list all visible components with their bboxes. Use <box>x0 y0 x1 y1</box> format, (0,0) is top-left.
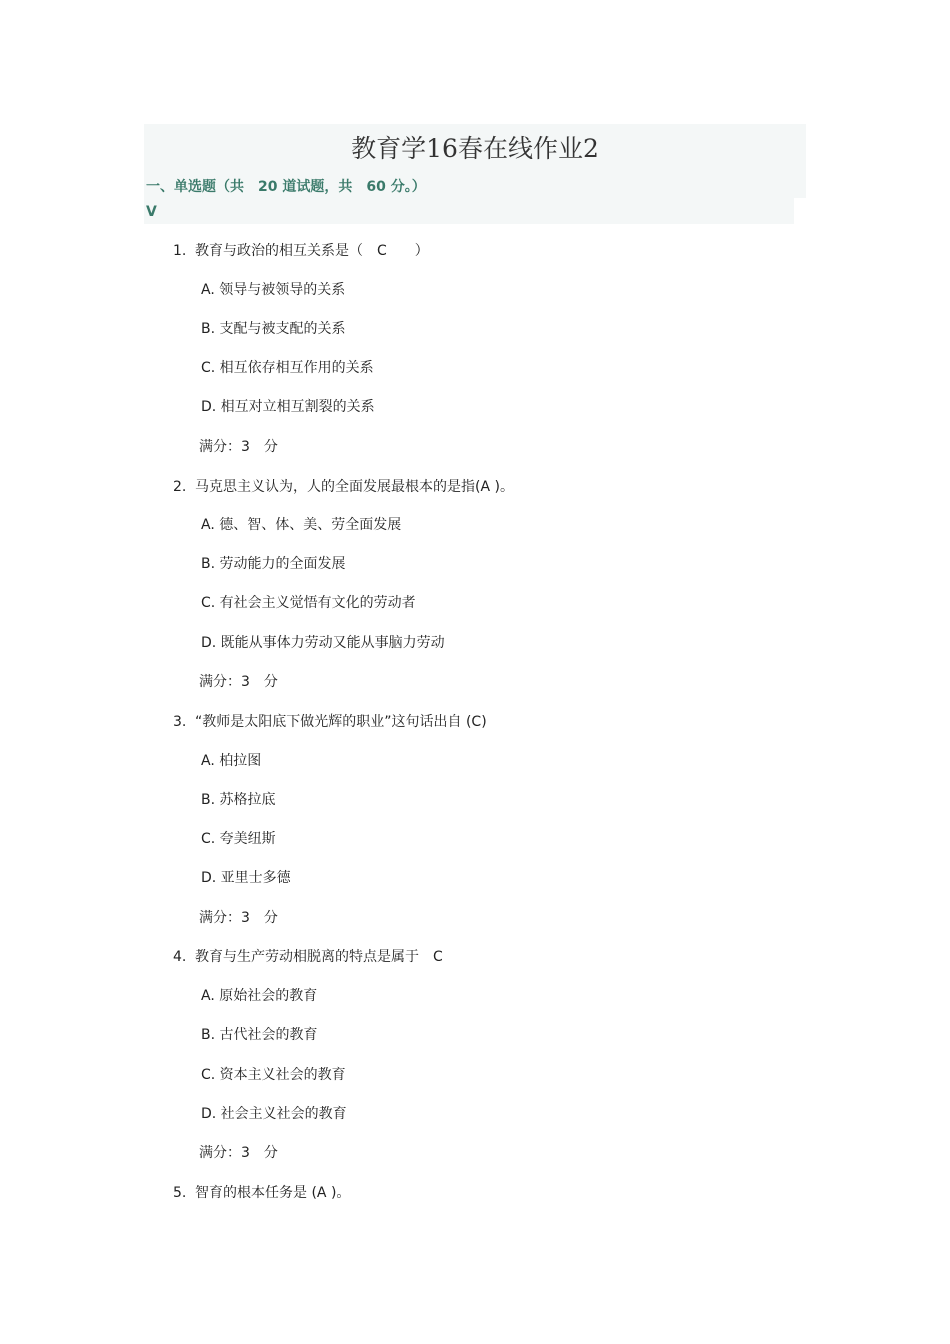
question-text: “教师是太阳底下做光辉的职业”这句话出自 (C) <box>195 714 487 730</box>
question-score: 满分：3 分 <box>199 1145 278 1161</box>
question-number: 5. <box>173 1185 187 1201</box>
option-d[interactable]: D. 既能从事体力劳动又能从事脑力劳动 <box>201 635 445 651</box>
option-a[interactable]: A. 柏拉图 <box>201 753 262 769</box>
question-number: 2. <box>173 479 187 495</box>
option-a[interactable]: A. 德、智、体、美、劳全面发展 <box>201 517 402 533</box>
question-stem <box>173 1183 350 1203</box>
option-d[interactable]: D. 相互对立相互割裂的关系 <box>201 399 375 415</box>
option-a[interactable]: A. 原始社会的教育 <box>201 988 318 1004</box>
question-number: 1. <box>173 243 187 259</box>
question-score: 满分：3 分 <box>199 674 278 690</box>
section-heading: 一、单选题（共 20 道试题，共 60 分。） <box>146 179 426 195</box>
question-stem <box>173 241 429 261</box>
option-b[interactable]: B. 苏格拉底 <box>201 792 276 808</box>
question-text: 马克思主义认为，人的全面发展最根本的是指(A )。 <box>195 479 514 495</box>
question-text: 教育与生产劳动相脱离的特点是属于 C <box>195 949 443 965</box>
option-c[interactable]: C. 资本主义社会的教育 <box>201 1067 346 1083</box>
section-mark: V <box>146 204 157 220</box>
question-text: 智育的根本任务是 (A )。 <box>195 1185 351 1201</box>
option-d[interactable]: D. 社会主义社会的教育 <box>201 1106 347 1122</box>
question-stem <box>173 947 443 967</box>
question-number: 3. <box>173 714 187 730</box>
option-d[interactable]: D. 亚里士多德 <box>201 870 291 886</box>
document-title: 教育学16春在线作业2 <box>351 134 599 163</box>
section-banner <box>144 198 794 224</box>
question-text: 教育与政治的相互关系是（ C ） <box>195 243 429 259</box>
question-stem <box>173 477 514 497</box>
option-c[interactable]: C. 夸美纽斯 <box>201 831 276 847</box>
question-score: 满分：3 分 <box>199 910 278 926</box>
option-b[interactable]: B. 古代社会的教育 <box>201 1027 318 1043</box>
question-stem <box>173 712 487 732</box>
option-c[interactable]: C. 相互依存相互作用的关系 <box>201 360 374 376</box>
option-a[interactable]: A. 领导与被领导的关系 <box>201 282 346 298</box>
option-c[interactable]: C. 有社会主义觉悟有文化的劳动者 <box>201 595 416 611</box>
option-b[interactable]: B. 支配与被支配的关系 <box>201 321 346 337</box>
question-number: 4. <box>173 949 187 965</box>
question-score: 满分：3 分 <box>199 439 278 455</box>
option-b[interactable]: B. 劳动能力的全面发展 <box>201 556 346 572</box>
